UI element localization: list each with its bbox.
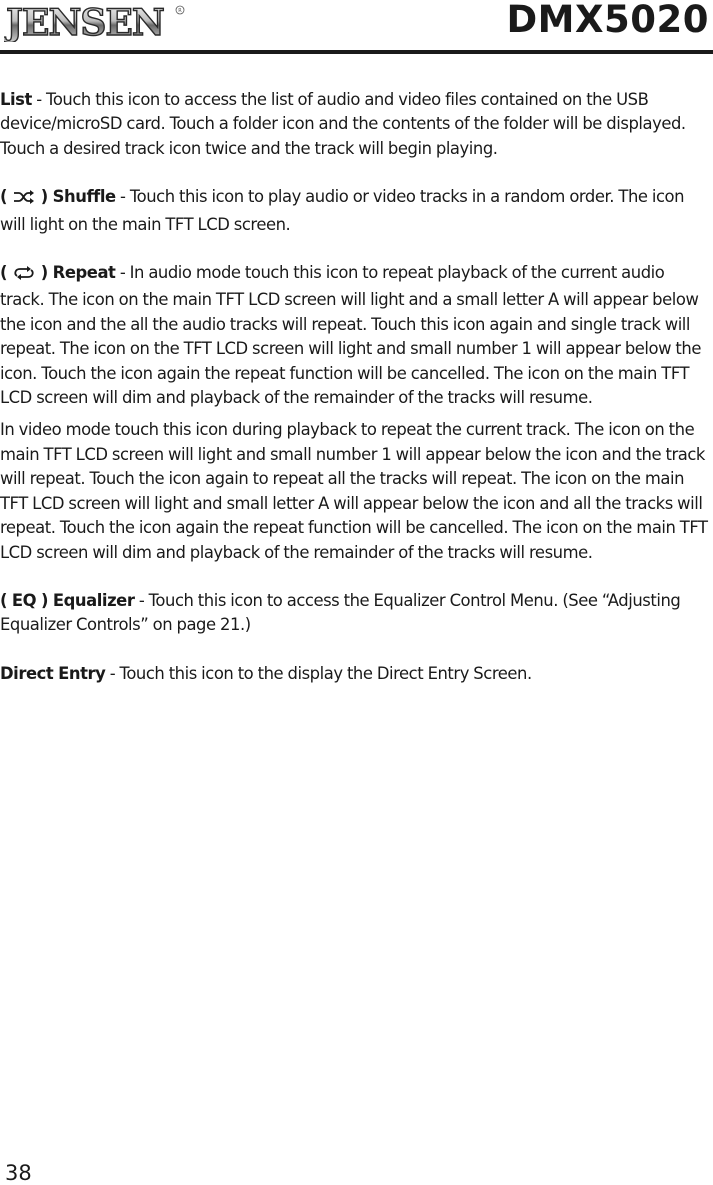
- model-number: DMX5020: [506, 0, 709, 41]
- repeat-paragraph: [0, 261, 708, 410]
- jensen-logo: [4, 2, 186, 42]
- repeat-icon: [13, 264, 35, 288]
- direct-entry-paragraph: [0, 662, 708, 686]
- repeat-video-paragraph: In video mode touch this icon during playback to repeat the current track. The icon on the main TFT LCD screen will light and small number 1 will appear below the icon and the track will repeat. Touch the icon again to repeat all the tracks will repeat. The icon on the main TFT LCD screen will light and small letter A will appear below the icon and all the tracks will repeat. Touch the icon again the repeat function will be cancelled. The icon on the main TFT LCD screen will dim and playback of the remainder of the tracks will resume.: [0, 420, 708, 562]
- direct-entry-description: - Touch this icon to the display the Direct Entry Screen.: [105, 663, 532, 683]
- shuffle-description: - Touch this icon to play audio or video tracks in a random order. The icon will light on the main TFT LCD screen.: [0, 187, 685, 234]
- shuffle-paragraph: [0, 185, 708, 237]
- manual-content: [0, 88, 708, 686]
- list-term: List: [0, 90, 32, 109]
- header-rule: [0, 50, 713, 54]
- svg-text:JENSEN: JENSEN: [6, 2, 164, 42]
- direct-entry-term: Direct Entry: [0, 663, 106, 683]
- page-number: 38: [5, 1161, 32, 1185]
- page-header: [0, 0, 713, 56]
- shuffle-open-paren: (: [0, 187, 12, 207]
- list-description: - Touch this icon to access the list of audio and video files contained on the USB device/microSD card. Touch a folder icon and the contents of the folder will be displayed. Touch a desired track icon twice and the track will begin playing.: [0, 90, 686, 158]
- shuffle-term: ) Shuffle: [35, 187, 116, 207]
- svg-text:R: R: [178, 8, 182, 14]
- equalizer-description: - Touch this icon to access the Equalizer Control Menu. (See “Adjusting Equalizer Controls” on page 21.): [0, 590, 681, 635]
- repeat-open-paren: (: [0, 263, 12, 283]
- repeat-term: ) Repeat: [35, 263, 116, 283]
- shuffle-icon: [13, 188, 35, 212]
- equalizer-term: ( EQ ) Equalizer: [0, 590, 135, 610]
- repeat-description: - In audio mode touch this icon to repeat playback of the current audio track. The icon on the main TFT LCD screen will light and a small letter A will appear below the icon and the all the audio tracks will repeat. Touch this icon again and single track will repeat. The icon on the TFT LCD screen will light and small number 1 will appear below the icon. Touch the icon again the repeat function will be cancelled. The icon on the main TFT LCD screen will dim and playback of the remainder of the tracks will resume.: [0, 263, 701, 408]
- list-paragraph: [0, 88, 708, 161]
- equalizer-paragraph: [0, 589, 708, 638]
